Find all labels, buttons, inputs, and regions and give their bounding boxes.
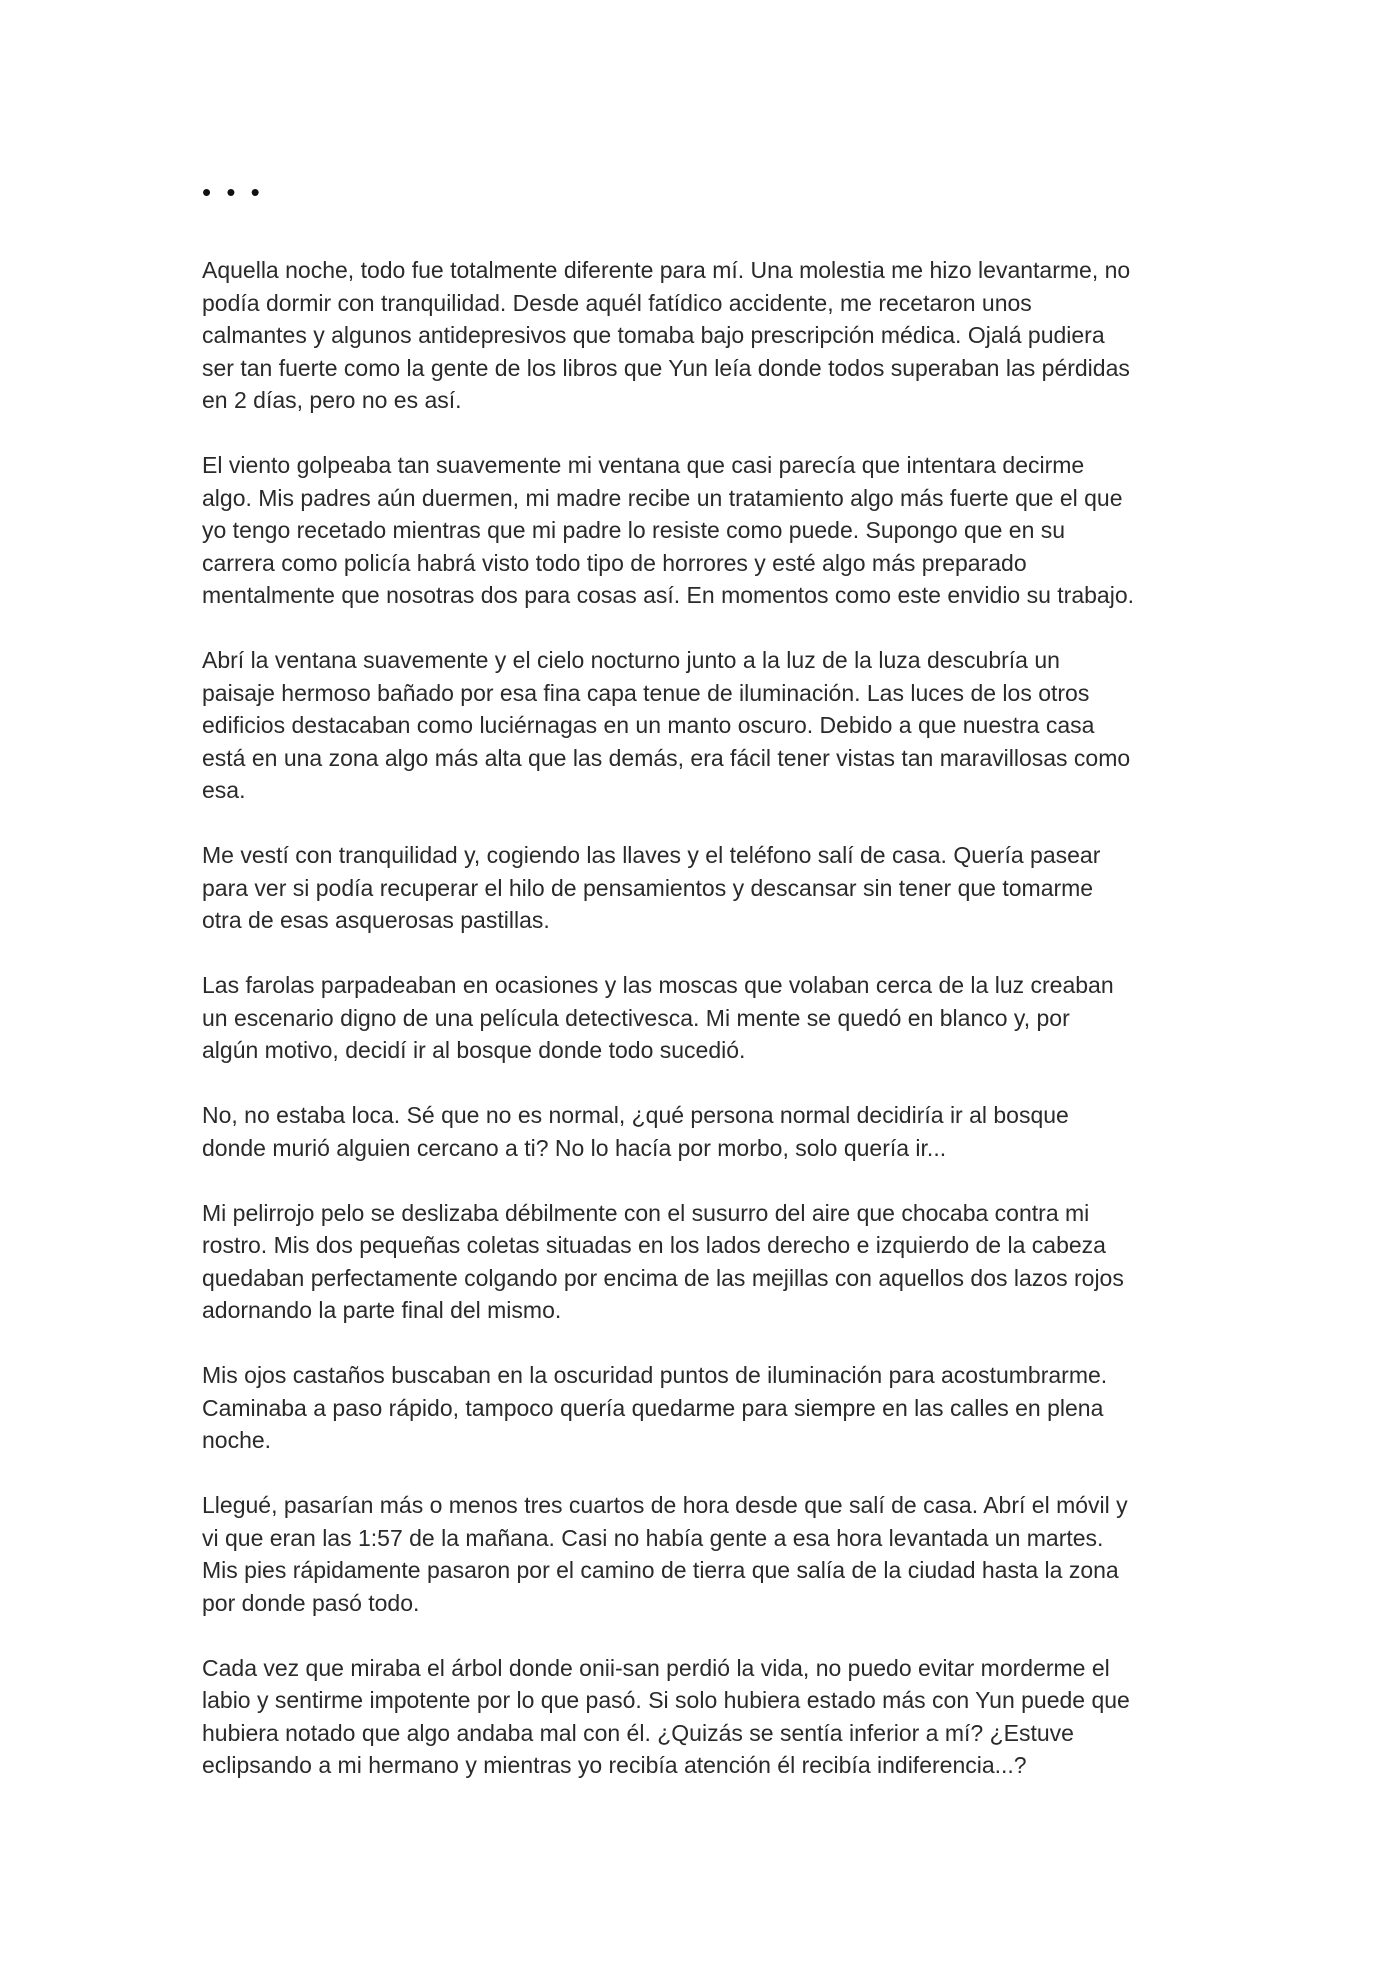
text-line: yo tengo recetado mientras que mi padre lo resiste como puede. Supongo que en su [202,517,1066,543]
text-line: Abrí la ventana suavemente y el cielo nocturno junto a la luz de la luza descubría un [202,647,1060,673]
text-line: esa. [202,777,246,803]
text-line: algún motivo, decidí ir al bosque donde todo sucedió. [202,1037,746,1063]
text-line: está en una zona algo más alta que las demás, era fácil tener vistas tan maravillosas como [202,744,1131,771]
text-line: Aquella noche, todo fue totalmente diferente para mí. Una molestia me hizo levantarme, no [202,257,1131,283]
text-line: donde murió alguien cercano a ti? No lo hacía por morbo, solo quería ir... [202,1134,947,1161]
text-line: Mi pelirrojo pelo se deslizaba débilmente con el susurro del aire que chocaba contra mi [202,1199,1090,1226]
text-line: ser tan fuerte como la gente de los libros que Yun leía donde todos superaban las pérdidas [202,354,1130,381]
text-line: vi que eran las 1:57 de la mañana. Casi no había gente a esa hora levantada un martes. [202,1524,1104,1551]
text-line: carrera como policía habrá visto todo tipo de horrores y esté algo más preparado [202,549,1027,576]
text-line: Me vestí con tranquilidad y, cogiendo las llaves y el teléfono salí de casa. Quería pasear [202,842,1101,868]
text-line: Mis ojos castaños buscaban en la oscuridad puntos de iluminación para acostumbrarme. [202,1362,1108,1388]
paragraph [202,839,1212,937]
text-line: calmantes y algunos antidepresivos que tomaba bajo prescripción médica. Ojalá pudiera [202,322,1105,348]
text-line: en 2 días, pero no es así. [202,387,462,413]
text-line: un escenario digno de una película detectivesca. Mi mente se quedó en blanco y, por [202,1004,1070,1031]
paragraph [202,1099,1212,1164]
paragraph [202,1489,1212,1619]
paragraph [202,969,1212,1067]
text-line: para ver si podía recuperar el hilo de pensamientos y descansar sin tener que tomarme [202,874,1094,901]
text-line: paisaje hermoso bañado por esa fina capa tenue de iluminación. Las luces de los otros [202,679,1090,706]
text-line: rostro. Mis dos pequeñas coletas situadas en los lados derecho e izquierdo de la cabeza [202,1232,1106,1258]
text-line: mentalmente que nosotras dos para cosas así. En momentos como este envidio su trabajo. [202,582,1135,608]
text-line: por donde pasó todo. [202,1589,420,1616]
text-line: otra de esas asquerosas pastillas. [202,907,550,933]
body-text [202,254,1212,1814]
text-line: quedaban perfectamente colgando por encima de las mejillas con aquellos dos lazos rojos [202,1264,1124,1291]
text-line: hubiera notado que algo andaba mal con él. ¿Quizás se sentía inferior a mí? ¿Estuve [202,1719,1074,1746]
text-line: Cada vez que miraba el árbol donde onii-san perdió la vida, no puedo evitar morderme el [202,1654,1110,1681]
paragraph [202,254,1212,417]
text-line: No, no estaba loca. Sé que no es normal, ¿qué persona normal decidiría ir al bosque [202,1102,1069,1128]
paragraph [202,1359,1212,1457]
text-line: algo. Mis padres aún duermen, mi madre recibe un tratamiento algo más fuerte que el que [202,484,1123,511]
text-line: noche. [202,1427,272,1453]
paragraph [202,449,1212,612]
text-line: eclipsando a mi hermano y mientras yo recibía atención él recibía indiferencia...? [202,1752,1027,1778]
text-line: labio y sentirme impotente por lo que pasó. Si solo hubiera estado más con Yun puede que [202,1687,1130,1713]
text-line: podía dormir con tranquilidad. Desde aquél fatídico accidente, me recetaron unos [202,289,1032,316]
text-line: Mis pies rápidamente pasaron por el camino de tierra que salía de la ciudad hasta la zona [202,1557,1119,1583]
paragraph [202,1652,1212,1782]
text-line: Caminaba a paso rápido, tampoco quería quedarme para siempre en las calles en plena [202,1394,1104,1421]
text-line: adornando la parte final del mismo. [202,1297,562,1323]
text-line: Llegué, pasarían más o menos tres cuartos de hora desde que salí de casa. Abrí el móvil y [202,1492,1128,1518]
text-line: El viento golpeaba tan suavemente mi ventana que casi parecía que intentara decirme [202,452,1085,478]
paragraph [202,1197,1212,1327]
section-separator: • • • [202,177,264,207]
paragraph [202,644,1212,807]
text-line: edificios destacaban como luciérnagas en un manto oscuro. Debido a que nuestra casa [202,712,1095,738]
text-line: Las farolas parpadeaban en ocasiones y las moscas que volaban cerca de la luz creaban [202,972,1114,998]
